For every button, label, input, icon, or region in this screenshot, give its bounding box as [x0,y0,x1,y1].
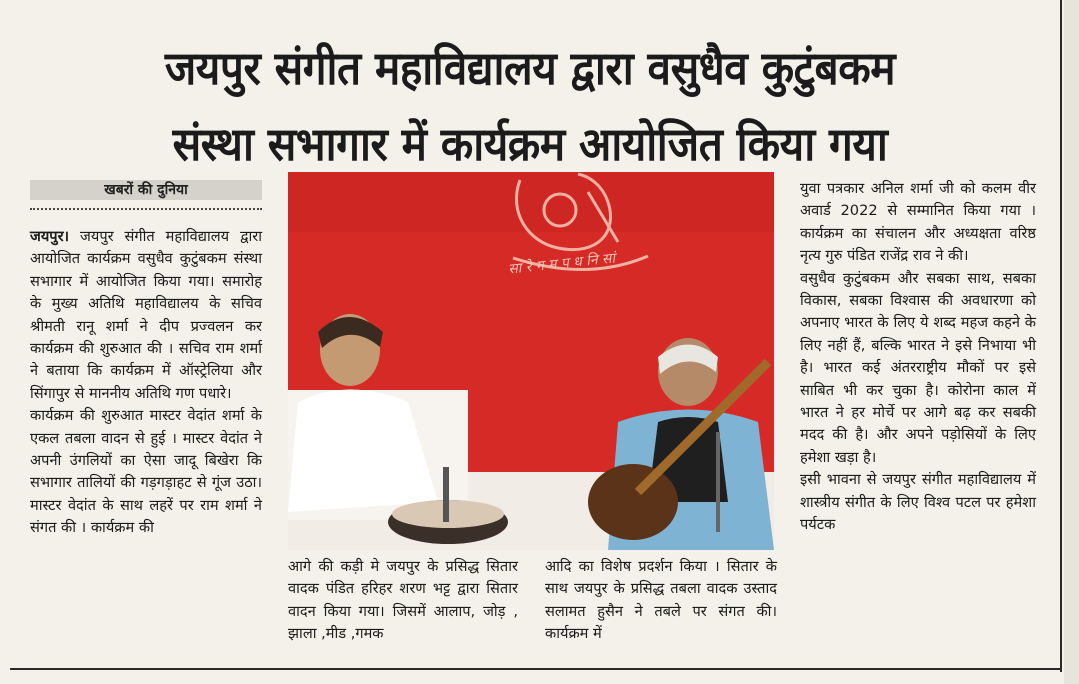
column-3-text: आदि का विशेष प्रदर्शन किया । सितार के साथ जयपुर के प्रसिद्ध तबला वादक उस्ताद सलामत हुसैन ने तबले पर संगत की। कार्यक्रम में [545,558,777,643]
article-paragraph-1 [30,226,262,405]
article-column-4 [800,178,1036,537]
article-column-1 [30,226,262,540]
paragraph-1-text: जयपुर संगीत महाविद्यालय द्वारा आयोजित कार्यक्रम वसुधैव कुटुंबकम संस्था सभागार में आयोजित किया गया। समारोह के मुख्य अतिथि महाविद्यालय के सचिव श्रीमती रानू शर्मा ने दीप प्रज्वलन कर कार्यक्रम की शुरुआत की । सचिव राम शर्मा ने बताया कि कार्यक्रम में ऑस्ट्रेलिया और सिंगापुर से माननीय अतिथि गण पधारे। [30,228,262,402]
column-4-paragraph-1: युवा पत्रकार अनिल शर्मा जी को कलम वीर अवार्ड 2022 से सम्मानित किया गया । कार्यक्रम का संचालन और अध्यक्षता वरिष्ठ नृत्य गुरु पंडित राजेंद्र राव ने की। [800,180,1036,265]
photo-illustration [288,172,774,550]
event-photo [288,172,774,550]
dotted-divider [30,208,262,210]
article-column-3 [545,556,777,646]
logo-text: सा रे ग म प ध नि सां [507,250,616,278]
headline-line-1: जयपुर संगीत महाविद्यालय द्वारा वसुधैव कुटुंबकम [164,41,896,95]
column-4-paragraph-2: वसुधैव कुटुंबकम और सबका साथ, सबका विकास, सबका विश्वास की अवधारणा को अपनाए भारत के लिए ये शब्द महज कहने के लिए नहीं हैं, बल्कि भारत ने इसे निभाया भी है। भारत कई अंतरराष्ट्रीय मौकों पर इसे साबित भी कर चुका है। कोरोना काल में भारत ने हर मोर्चे पर आगे बढ़ कर सबकी मदद की है। और अपने पड़ोसियों के लिए हमेशा खड़ा है। [800,269,1036,466]
section-tag: खबरों की दुनिया [30,180,262,200]
article-column-2 [288,556,518,646]
dateline: जयपुर। [30,228,70,245]
article-paragraph-2: कार्यक्रम की शुरुआत मास्टर वेदांत शर्मा के एकल तबला वादन से हुई । मास्टर वेदांत ने अपनी उंगलियों का ऐसा जादू बिखेरा कि सभागार तालियों की गड़गड़ाहट से गूंज उठा। मास्टर वेदांत के साथ लहरें पर राम शर्मा ने संगत की । कार्यक्रम की [30,407,262,537]
column-2-text: आगे की कड़ी मे जयपुर के प्रसिद्ध सितार वादक पंडित हरिहर शरण भट्ट द्वारा सितार वादन किया गया। जिसमें आलाप, जोड़ , झाला ,मीड ,गमक [288,558,518,643]
right-margin-strip [1064,0,1079,684]
headline-line-2: संस्था सभागार में कार्यक्रम आयोजित किया गया [172,117,888,171]
column-4-paragraph-3: इसी भावना से जयपुर संगीत महाविद्यालय में शास्त्रीय संगीत के लिए विश्व पटल पर हमेशा पर्यटक [800,471,1036,534]
bottom-border-rule [10,668,1062,670]
right-border-rule [1060,0,1062,672]
